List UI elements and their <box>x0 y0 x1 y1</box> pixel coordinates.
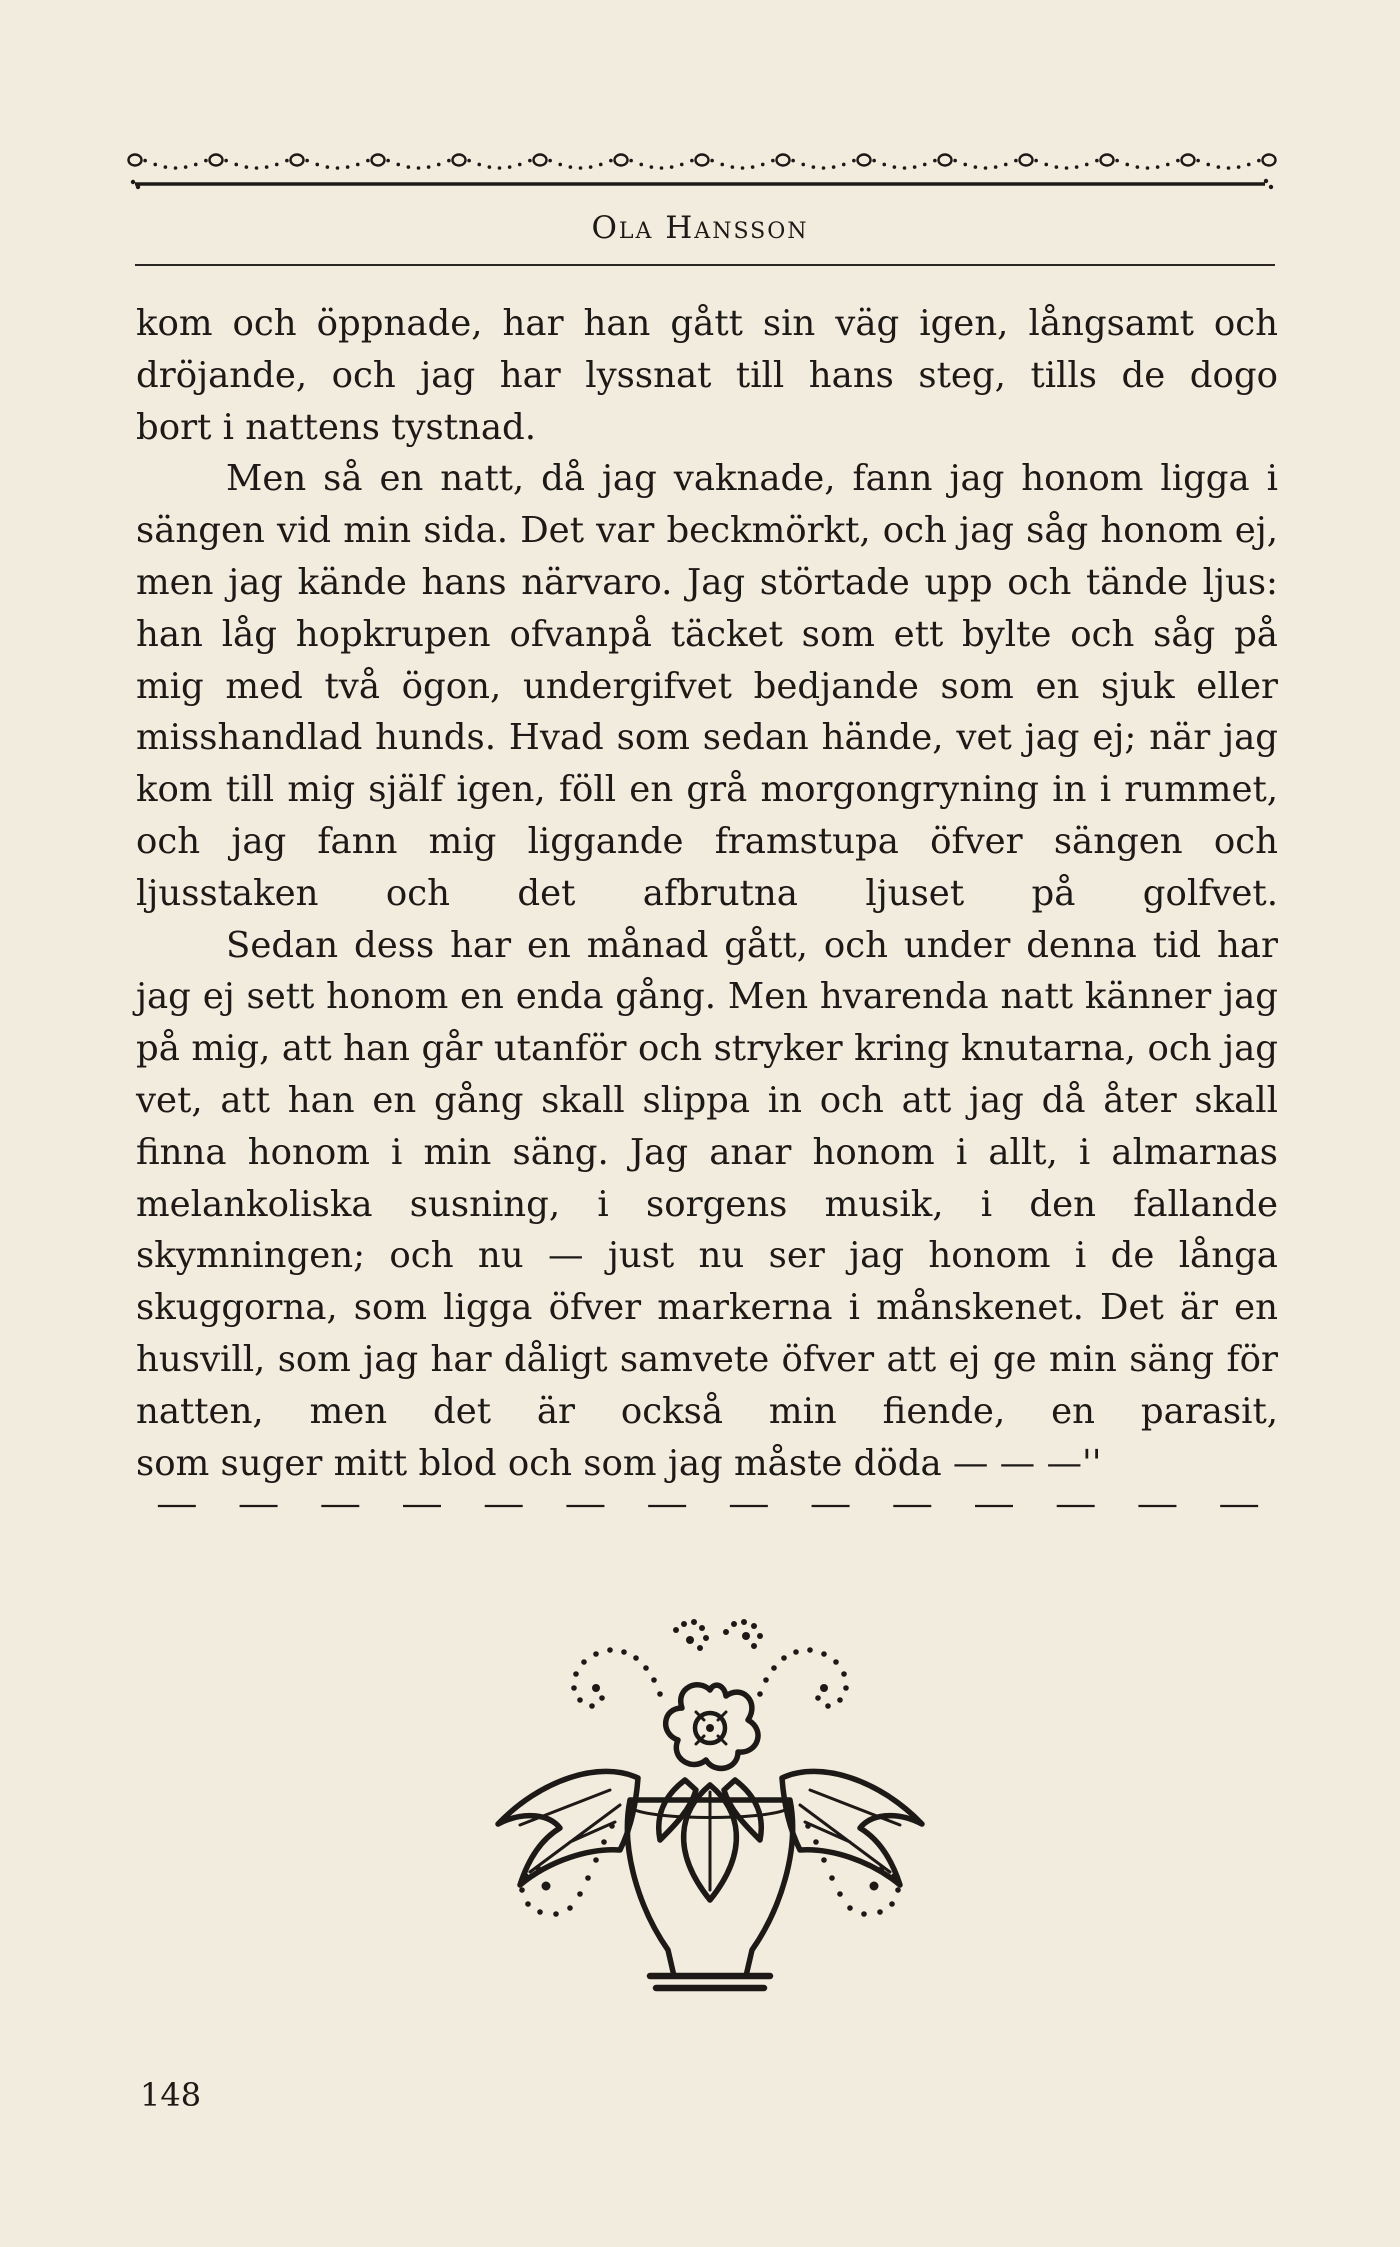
ornament-dot <box>153 163 157 167</box>
ornament-dot <box>852 159 856 163</box>
right-leaf <box>782 1771 922 1885</box>
ornament-dot <box>882 163 886 167</box>
ornament-dot <box>731 165 735 169</box>
ornament-dot <box>609 159 613 163</box>
ornament-dot <box>994 165 998 169</box>
ornament-dot <box>305 159 309 163</box>
ornament-dot <box>467 159 471 163</box>
paragraph <box>136 453 1278 919</box>
ornament-ring <box>1182 155 1195 166</box>
ornament-dot <box>528 159 532 163</box>
ornament-dot <box>761 163 765 167</box>
text-line: sängen vid min sida. Det var beckmörkt, och jag såg honom <box>136 510 1223 552</box>
ornament-dot <box>923 163 927 167</box>
ornament-ring <box>939 155 952 166</box>
ornament-ring <box>1101 155 1114 166</box>
page-number: 148 <box>140 2076 202 2114</box>
header-rule <box>135 264 1275 266</box>
ornament-dot <box>477 163 481 167</box>
ornament-dot <box>194 163 198 167</box>
ornament-dot <box>326 165 330 169</box>
text-line: in i rummet, och jag fann mig liggande framstupa öfver <box>136 769 1279 862</box>
ornament-dot <box>690 159 694 163</box>
text-line: ljus: han låg hopkrupen ofvanpå täcket som ett bylte och <box>136 561 1278 655</box>
ornament-dot <box>893 165 897 169</box>
ornament-dot <box>204 159 208 163</box>
ornament-dot <box>1044 163 1048 167</box>
text-line: och jag vet, att han en gång skall slippa in och att jag då <box>136 1028 1278 1121</box>
ornament-dot <box>386 159 390 163</box>
ornament-dot <box>1065 166 1069 170</box>
ornament-dot <box>629 159 633 163</box>
ornament-dot <box>224 159 228 163</box>
ornament-dot <box>822 166 826 170</box>
text-line: Men så en natt, då jag vaknade, fann jag honom ligga i <box>226 458 1278 500</box>
ornament-dot <box>720 163 724 167</box>
ornament-dot <box>1176 159 1180 163</box>
ornament-dot <box>336 166 340 170</box>
ornament-ring <box>696 155 709 166</box>
ornament-dot <box>396 163 400 167</box>
text-line: ej; när jag kom till mig själf igen, föll en grå morgongryning <box>136 717 1278 811</box>
ornament-dot <box>933 159 937 163</box>
ornament-dot <box>1146 166 1150 170</box>
ornament-dot <box>548 159 552 163</box>
ornament-dot <box>579 166 583 170</box>
ornament-dot <box>710 159 714 163</box>
ornament-dot <box>407 165 411 169</box>
text-line: ej, men jag kände hans närvaro. Jag störtade upp och tände <box>136 510 1278 603</box>
text-line: jag ej sett honom en enda gång. Men hvarenda natt känner <box>136 976 1212 1018</box>
ornament-ring <box>1263 155 1276 166</box>
paragraph-end-line <box>136 1438 1278 1490</box>
ornament-dot <box>508 165 512 169</box>
ornament-dot <box>670 165 674 169</box>
text-line: i almarnas melankoliska susning, i sorgens musik, i den <box>136 1131 1278 1225</box>
ornament-dot <box>963 163 967 167</box>
ornament-dot <box>174 166 178 170</box>
ornament-ring <box>858 155 871 166</box>
text-line: åter skall finna honom i min säng. Jag anar honom i allt, <box>136 1079 1278 1173</box>
ornament-ring <box>534 155 547 166</box>
ornament-dot <box>771 159 775 163</box>
ornament-dot <box>599 163 603 167</box>
ornament-dot <box>1055 165 1059 169</box>
ornament-dot <box>1217 165 1221 169</box>
ornament-ring <box>291 155 304 166</box>
text-line: som suger mitt blod och som jag måste döda — — —'' <box>136 1442 1102 1484</box>
ornament-dot <box>1206 163 1210 167</box>
ornament-dot <box>660 166 664 170</box>
ornament-dot <box>315 163 319 167</box>
paragraph <box>136 298 1278 402</box>
text-line: bort i nattens tystnad. <box>136 406 537 448</box>
ornament-dot <box>1075 165 1079 169</box>
text-line: långa skuggorna, som ligga öfver markerna i månskenet. Det <box>136 1235 1278 1329</box>
ornament-ring <box>615 155 628 166</box>
ornament-dot <box>639 163 643 167</box>
text-line: såg på mig med två ögon, undergifvet bedjande som en sjuk <box>136 613 1278 707</box>
ornament-dot <box>1257 159 1261 163</box>
ornament-dot <box>498 166 502 170</box>
ornament-dot <box>366 159 370 163</box>
ornament-dot <box>1004 163 1008 167</box>
text-line: Sedan dess har en månad gått, och under denna tid har <box>226 924 1278 966</box>
running-header: Ola Hansson <box>591 210 809 246</box>
text-line: eller misshandlad hunds. Hvad som sedan hände, vet jag <box>136 665 1278 759</box>
ornament-dot <box>812 165 816 169</box>
ornament-dot <box>1115 159 1119 163</box>
ornament-dot <box>447 159 451 163</box>
ornament-dot <box>791 159 795 163</box>
ornament-dot <box>1237 165 1241 169</box>
ornament-dot <box>953 159 957 163</box>
ornament-dot <box>913 165 917 169</box>
ornament-ring <box>453 155 466 166</box>
ornament-dot <box>275 163 279 167</box>
ornament-dot <box>356 163 360 167</box>
ornament-dot <box>285 159 289 163</box>
ornament-ring <box>777 155 790 166</box>
ornament-dot <box>1247 163 1251 167</box>
ornament-dot <box>680 163 684 167</box>
ornament-dot <box>751 165 755 169</box>
vase-vignette <box>470 1610 950 2010</box>
ornament-dot <box>1014 159 1018 163</box>
top-ornament-border <box>127 138 1277 198</box>
ornament-dot <box>741 166 745 170</box>
ornament-ring <box>1020 155 1033 166</box>
ornament-dot <box>437 163 441 167</box>
ornament-dot <box>903 166 907 170</box>
ornament-dot <box>245 165 249 169</box>
text-line: säng för natten, men det är också min fiende, en parasit, <box>136 1338 1278 1432</box>
ornament-dot <box>801 163 805 167</box>
ornament-dot <box>1034 159 1038 163</box>
ornament-dot <box>346 165 350 169</box>
ornament-dot <box>589 165 593 169</box>
ornament-dot <box>1227 166 1231 170</box>
body-text <box>136 298 1278 1489</box>
section-dash-rule <box>136 1502 1280 1510</box>
ornament-dot <box>1136 165 1140 169</box>
text-line: kom och öppnade, har han gått sin väg igen, långsamt och <box>136 303 1278 344</box>
ornament-dot <box>984 166 988 170</box>
ornament-dot <box>518 163 522 167</box>
ornament-dot <box>650 165 654 169</box>
ornament-dot <box>1095 159 1099 163</box>
text-line: jag på mig, att han går utanför och stryker kring knutarna, <box>136 976 1278 1070</box>
ornament-ring <box>210 155 223 166</box>
ornament-dot <box>255 166 259 170</box>
ornament-dot <box>842 163 846 167</box>
ornament-dot <box>164 165 168 169</box>
ornament-ring <box>129 155 142 166</box>
ornament-dot <box>488 165 492 169</box>
ornament-dot <box>569 165 573 169</box>
ornament-ring <box>372 155 385 166</box>
ornament-dot <box>143 159 147 163</box>
text-line: är en husvill, som jag har dåligt samvete öfver att ej ge min <box>136 1287 1278 1380</box>
ornament-dot <box>832 165 836 169</box>
paragraph <box>136 920 1278 1438</box>
ornament-dot <box>417 166 421 170</box>
ornament-dot <box>1125 163 1129 167</box>
left-leaf <box>498 1771 638 1885</box>
ornament-dot <box>1085 163 1089 167</box>
ornament-dot <box>427 165 431 169</box>
ornament-dot <box>974 165 978 169</box>
text-line: dröjande, och jag har lyssnat till hans steg, tills de dogo <box>136 354 1278 396</box>
ornament-dot <box>872 159 876 163</box>
ornament-dot <box>1166 163 1170 167</box>
text-line: fallande skymningen; och nu — just nu ser jag honom i de <box>136 1183 1278 1277</box>
paragraph-end-line <box>136 402 1278 454</box>
text-line: sängen och ljusstaken och det afbrutna ljuset på golfvet. <box>136 820 1278 914</box>
ornament-dot <box>234 163 238 167</box>
ornament-dot <box>1196 159 1200 163</box>
ornament-dot <box>1156 165 1160 169</box>
ornament-dot <box>184 165 188 169</box>
ornament-dot <box>265 165 269 169</box>
ornament-dot <box>558 163 562 167</box>
